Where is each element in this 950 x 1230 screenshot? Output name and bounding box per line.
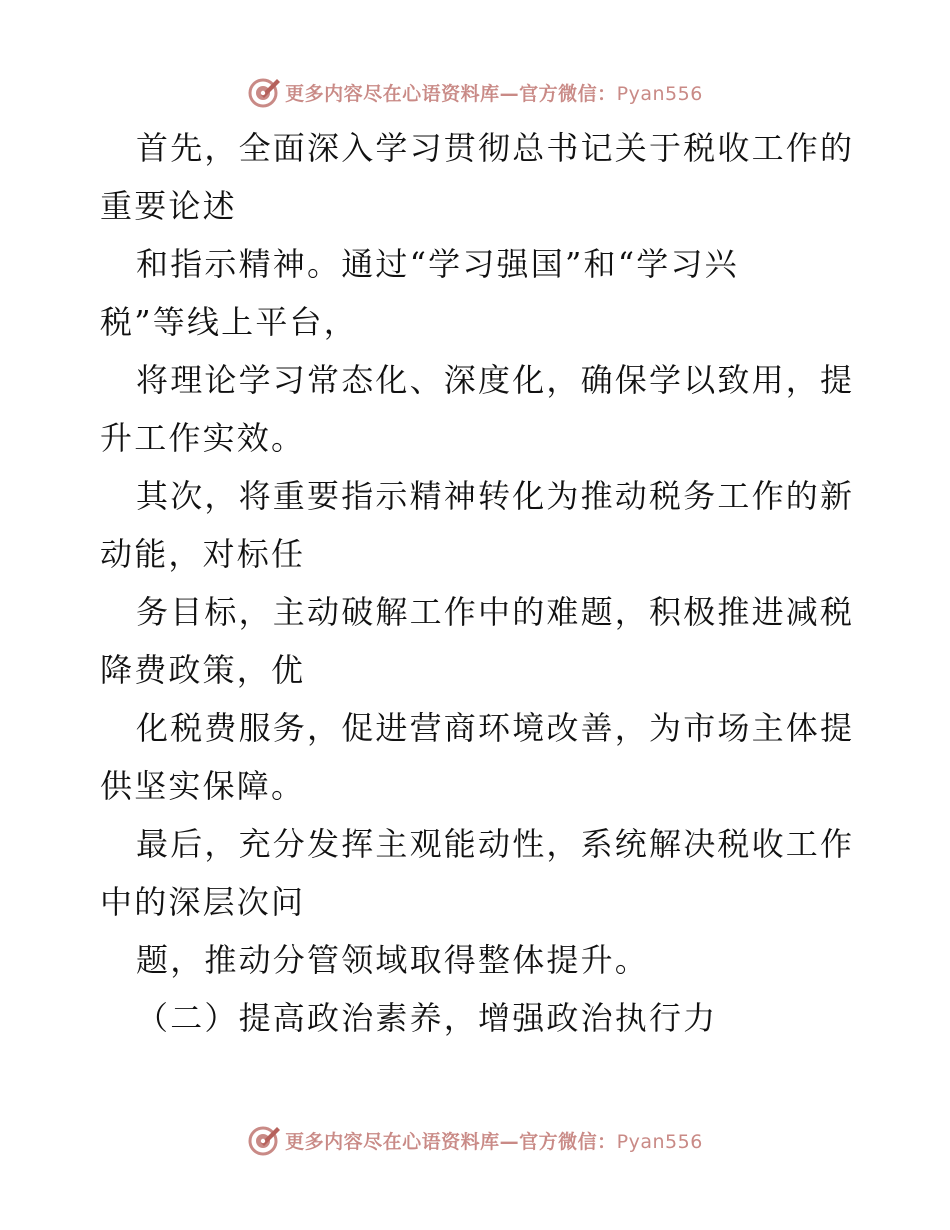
paragraph-line: 题，推动分管领域取得整体提升。 — [136, 941, 650, 979]
paragraph-line: 化税费服务，促进营商环境改善，为市场主体提 — [136, 709, 855, 747]
paragraph-line: 务目标，主动破解工作中的难题，积极推进减税 — [136, 593, 855, 631]
pen-logo-icon — [247, 75, 281, 109]
paragraph-line: 首先，全面深入学习贯彻总书记关于税收工作的 — [136, 129, 855, 167]
paragraph-line: 将理论学习常态化、深度化，确保学以致用，提 — [136, 361, 855, 399]
paragraph-line: 中的深层次问 — [100, 883, 306, 921]
paragraph-line: 最后，充分发挥主观能动性，系统解决税收工作 — [136, 825, 855, 863]
watermark-label: 更多内容尽在心语资料库—官方微信：Pyan556 — [285, 1130, 703, 1153]
section-heading: （二）提高政治素养，增强政治执行力 — [136, 999, 718, 1037]
wechat-id: Pyan556 — [616, 82, 703, 105]
watermark-label: 更多内容尽在心语资料库—官方微信：Pyan556 — [285, 82, 703, 105]
wechat-id: Pyan556 — [616, 1130, 703, 1153]
watermark-header — [0, 72, 950, 112]
paragraph-line: 其次，将重要指示精神转化为推动税务工作的新 — [136, 477, 855, 515]
paragraph-line: 重要论述 — [100, 187, 237, 225]
pen-logo-icon — [247, 1123, 281, 1157]
paragraph-line: 供坚实保障。 — [100, 767, 306, 805]
paragraph-line: 税”等线上平台， — [100, 303, 358, 341]
paragraph-line: 和指示精神。通过“学习强国”和“学习兴 — [136, 245, 739, 283]
paragraph-line: 动能，对标任 — [100, 535, 306, 573]
watermark-footer — [0, 1120, 950, 1160]
paragraph-line: 升工作实效。 — [100, 419, 306, 457]
paragraph-line: 降费政策，优 — [100, 651, 306, 689]
